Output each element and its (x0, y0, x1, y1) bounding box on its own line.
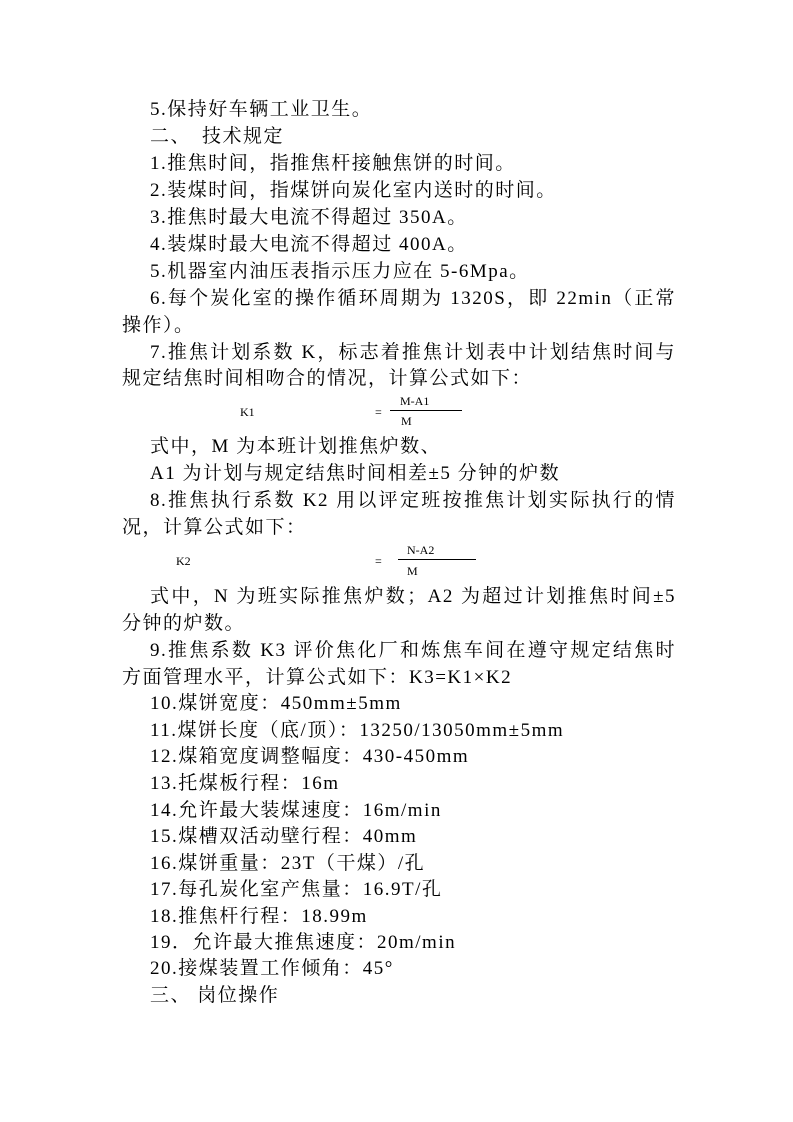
text-line: 规定结焦时间相吻合的情况，计算公式如下： (122, 368, 533, 389)
text-line: 20.接煤装置工作倾角：45° (150, 958, 394, 979)
text-line: 1.推焦时间，指推焦杆接触焦饼的时间。 (150, 153, 516, 174)
text-line: 式中，M 为本班计划推焦炉数、 (150, 436, 442, 457)
text-line: 9.推焦系数 K3 评价焦化厂和炼焦车间在遵守规定结焦时 (150, 640, 676, 661)
formula-lhs: K2 (176, 554, 191, 568)
text-line: 况，计算公式如下： (122, 517, 307, 538)
fraction-bar (398, 559, 476, 560)
formula-lhs: K1 (240, 405, 255, 419)
text-line: 5.机器室内油压表指示压力应在 5-6Mpa。 (150, 261, 530, 282)
text-line: 10.煤饼宽度：450mm±5mm (150, 693, 402, 714)
formula-denominator: M (407, 564, 418, 578)
formula-equals: = (375, 405, 382, 419)
text-line: A1 为计划与规定结焦时间相差±5 分钟的炉数 (150, 463, 561, 484)
text-line: 13.托煤板行程：16m (150, 773, 340, 794)
text-line: 分钟的炉数。 (122, 613, 246, 634)
formula-numerator: N-A2 (407, 543, 435, 557)
formula-denominator: M (401, 414, 412, 428)
formula-equals: = (375, 554, 382, 568)
text-line: 19．允许最大推焦速度：20m/min (150, 932, 457, 953)
text-line: 3.推焦时最大电流不得超过 350A。 (150, 207, 468, 228)
text-line: 4.装煤时最大电流不得超过 400A。 (150, 234, 468, 255)
text-line: 17.每孔炭化室产焦量：16.9T/孔 (150, 879, 443, 900)
text-line: 8.推焦执行系数 K2 用以评定班按推焦计划实际执行的情 (150, 490, 676, 511)
text-line: 14.允许最大装煤速度：16m/min (150, 800, 442, 821)
text-line: 7.推焦计划系数 K，标志着推焦计划表中计划结焦时间与 (150, 342, 676, 363)
text-line: 15.煤槽双活动壁行程：40mm (150, 826, 418, 847)
section-heading: 三、 岗位操作 (150, 985, 280, 1006)
text-line: 2.装煤时间，指煤饼向炭化室内送时的时间。 (150, 180, 557, 201)
text-line: 式中，N 为班实际推焦炉数；A2 为超过计划推焦时间±5 (150, 586, 676, 607)
text-line: 18.推焦杆行程：18.99m (150, 906, 368, 927)
text-line: 12.煤箱宽度调整幅度：430-450mm (150, 746, 470, 767)
formula-numerator: M-A1 (400, 394, 430, 408)
text-line: 方面管理水平，计算公式如下：K3=K1×K2 (122, 667, 513, 688)
text-line: 5.保持好车辆工业卫生。 (150, 99, 373, 120)
section-heading: 二、 技术规定 (150, 126, 285, 147)
text-line: 操作）。 (122, 315, 195, 336)
text-line: 16.煤饼重量：23T（干煤）/孔 (150, 853, 426, 874)
text-line: 11.煤饼长度（底/顶）：13250/13050mm±5mm (150, 720, 565, 741)
text-line: 6.每个炭化室的操作循环周期为 1320S，即 22min（正常 (150, 288, 676, 309)
fraction-bar (390, 410, 462, 411)
